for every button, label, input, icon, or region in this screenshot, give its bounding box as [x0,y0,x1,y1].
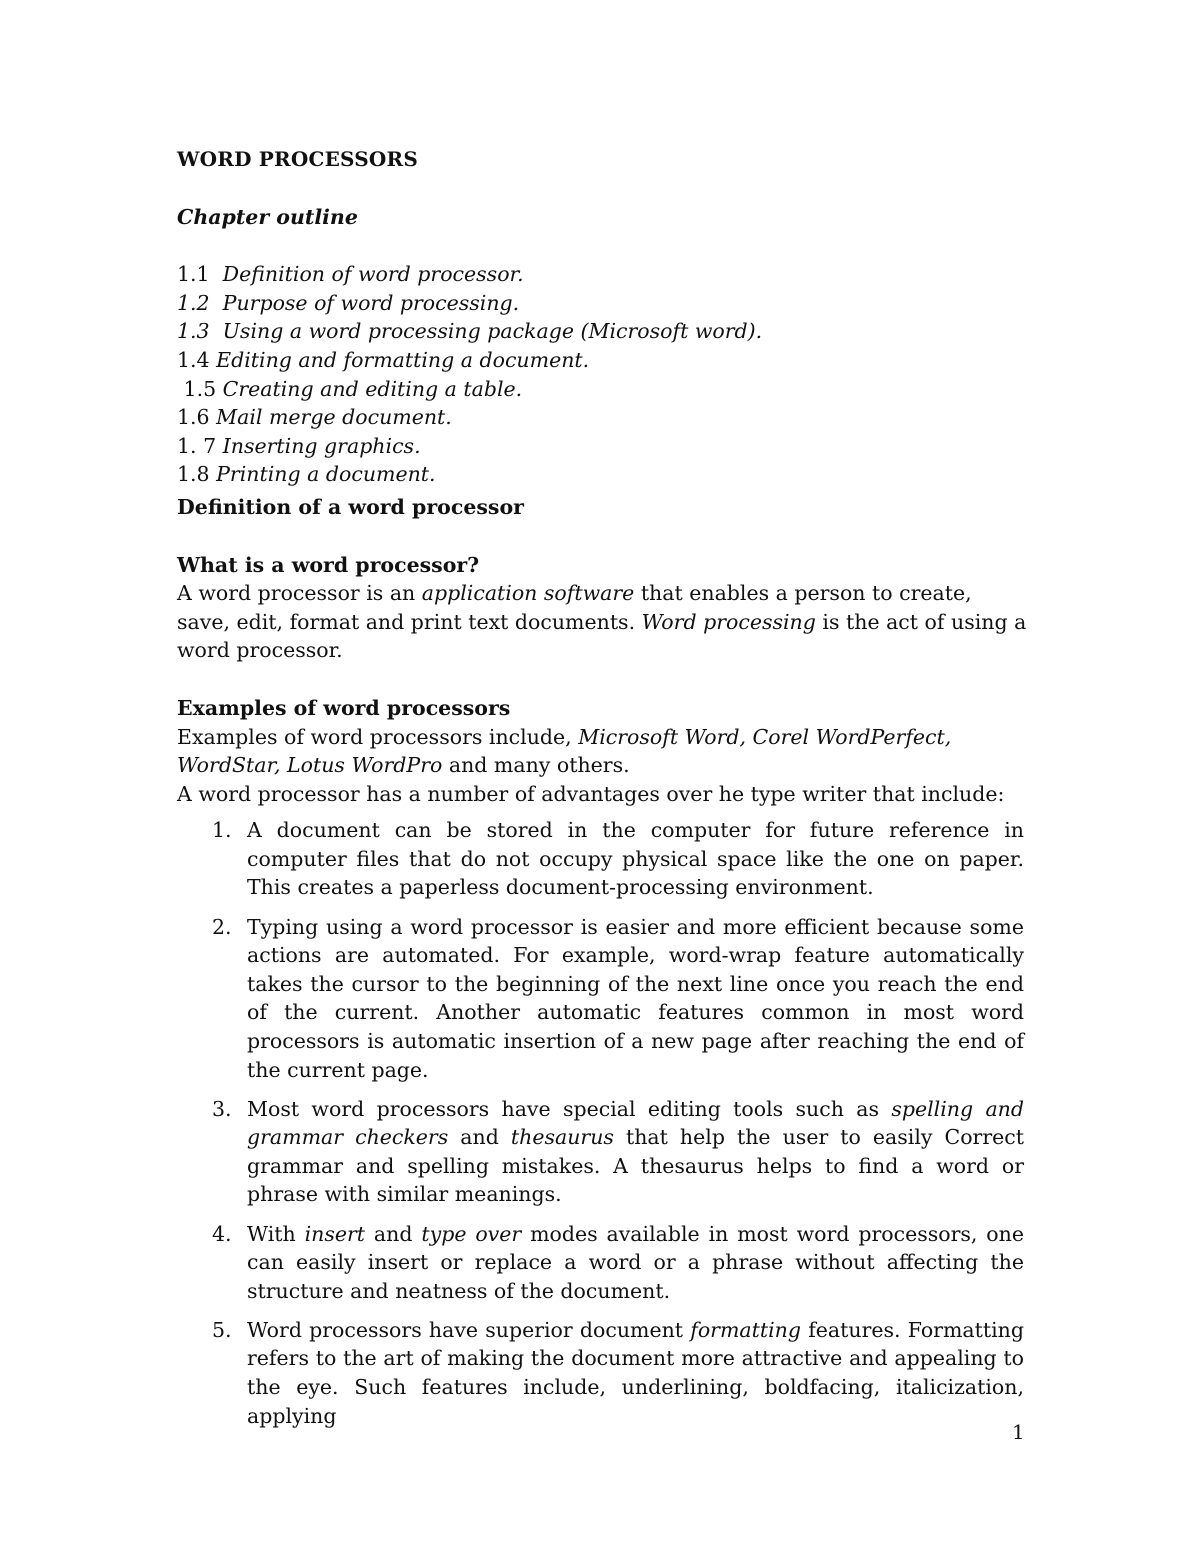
definition-text: is the act of using a word processor. [177,609,1027,663]
outline-item-text: Inserting graphics. [222,433,421,458]
list-item-emphasis: type over [421,1221,522,1246]
outline-item-text: Printing a document. [216,462,436,487]
outline-item-number: 1.2 [177,290,210,315]
outline-item-text: Using a word processing package (Microsoft word). [222,319,763,344]
list-item-text: Most word processors have special editing tools such as [247,1096,892,1121]
outline-item-number: 1.8 [177,462,210,487]
list-item [177,816,1024,902]
list-item [177,913,1024,1085]
page-content [177,145,1027,1441]
section-heading: Definition of a word processor [177,494,524,519]
list-item-text: A document can be stored in the computer for future reference in computer files that do not occupy physical space like the one on paper. This creates a paperless document-processing environment. [247,818,1024,900]
list-item-emphasis: insert [304,1221,366,1246]
examples-heading: Examples of word processors [177,695,511,720]
list-item-emphasis: thesaurus [510,1125,614,1150]
outline-item-text: Editing and formatting a document. [216,347,590,372]
list-item-text: and [365,1221,422,1246]
outline-item-number: 1.6 [177,405,210,430]
list-item-text: With [247,1221,305,1246]
list-item-text: Word processors have superior document [247,1317,691,1342]
list-item-text: modes available in most word processors, one can easily insert or replace a word or a phrase without affecting the structure and neatness of the document. [247,1221,1024,1303]
chapter-outline-label: Chapter outline [177,204,358,229]
outline-item [177,432,1027,461]
list-marker: 2. [212,914,232,939]
outline-item [177,289,1027,318]
list-item-text: and [448,1125,511,1150]
spacer [177,665,1027,694]
list-item [177,1220,1024,1306]
definition-text: A word processor is an [177,581,422,606]
list-marker: 1. [212,818,232,843]
list-item-emphasis: spelling and grammar checkers [247,1096,1024,1150]
list-item [177,1316,1024,1430]
outline-item [177,317,1027,346]
list-item-text: features. Formatting refers to the art of making the document more attractive and appealing to the eye. Such features include, underlining, boldfacing, italicization, applying [247,1317,1024,1428]
examples-text: and many others. [442,753,630,778]
outline-item-number: 1.3 [177,319,210,344]
chapter-outline-list [177,260,1027,489]
definition-emphasis: Word processing [641,609,816,634]
outline-item-text: Definition of word processor. [222,262,524,287]
examples-text: Examples of word processors include, [177,724,579,749]
outline-item-text: Creating and editing a table. [222,376,523,401]
list-marker: 3. [212,1096,232,1121]
advantages-list [177,816,1027,1430]
list-item-text: Typing using a word processor is easier and more efficient because some actions are automated. For example, word-wrap feature automatically takes the cursor to the beginning of the next line once you reach the end of the current. Another automatic features common in most word processors is automatic insertion of a new page after reaching the end of the current page. [247,914,1024,1082]
page-number: 1 [1012,1420,1025,1444]
list-marker: 5. [212,1317,232,1342]
list-marker: 4. [212,1221,232,1246]
list-item [177,1095,1024,1209]
list-item-text: that help the user to easily Correct grammar and spelling mistakes. A thesaurus helps to find a word or phrase with similar meanings. [247,1125,1024,1207]
document-title: WORD PROCESSORS [177,147,418,171]
outline-item [177,403,1027,432]
definition-emphasis: application software [421,581,635,606]
outline-item [177,460,1027,489]
outline-item-number: 1.1 [177,262,210,287]
advantages-intro: A word processor has a number of advantages over he type writer that include: [177,781,1005,806]
list-item-emphasis: formatting [690,1317,801,1342]
outline-item [177,260,1027,289]
outline-item-number: 1.4 [177,347,210,372]
examples-emphasis: Microsoft Word, Corel WordPerfect, WordStar, Lotus WordPro [177,724,952,778]
examples-paragraph [177,723,1027,780]
outline-item-text: Mail merge document. [216,405,452,430]
outline-item-number: 1. 7 [177,433,217,458]
definition-text: that enables a person to create, save, edit, format and print text documents. [177,581,972,634]
outline-item-text: Purpose of word processing. [222,290,520,315]
outline-item [177,346,1027,375]
question-heading: What is a word processor? [177,552,480,577]
outline-item-number: 1.5 [183,376,217,401]
definition-paragraph [177,579,1027,665]
outline-item [177,375,1027,404]
